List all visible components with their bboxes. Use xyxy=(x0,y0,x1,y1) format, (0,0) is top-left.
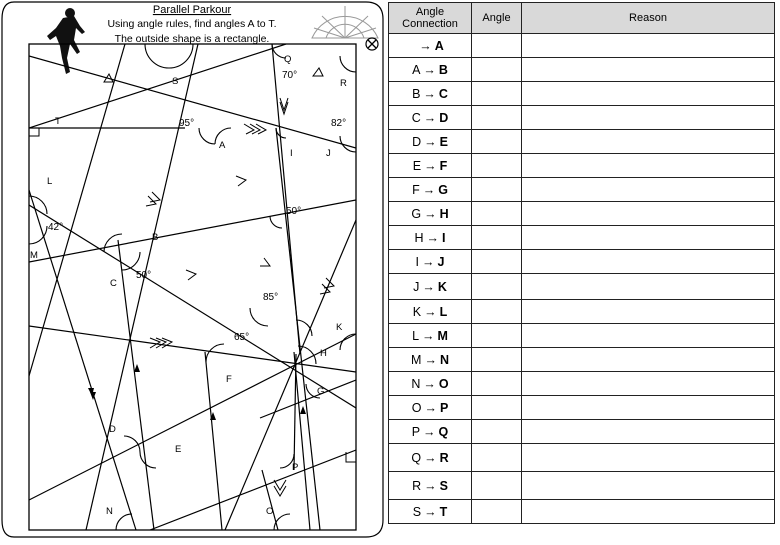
connection-from: G xyxy=(411,206,422,221)
puzzle-area xyxy=(0,0,386,540)
arrow-right-icon: → xyxy=(424,400,437,415)
protractor-icon xyxy=(312,6,378,38)
connection-from: L xyxy=(412,328,420,343)
given-angle-k: 85° xyxy=(263,292,279,303)
connection-to: L xyxy=(439,304,448,319)
reason-answer-cell[interactable] xyxy=(522,82,775,106)
connection-to: J xyxy=(437,254,445,269)
table-row xyxy=(389,324,775,348)
point-label-p: P xyxy=(292,462,299,473)
table-row xyxy=(389,348,775,372)
angle-arcs xyxy=(29,44,356,530)
connection-from: M xyxy=(411,352,422,367)
reason-answer-cell[interactable] xyxy=(522,202,775,226)
point-label-c: C xyxy=(110,278,117,289)
table-row xyxy=(389,420,775,444)
connection-to: M xyxy=(437,328,448,343)
angle-answer-cell[interactable] xyxy=(472,324,522,348)
point-label-m: M xyxy=(30,250,38,261)
point-label-o: O xyxy=(266,506,274,517)
answer-rows xyxy=(389,34,775,524)
connection-to: G xyxy=(438,182,448,197)
angle-answer-cell[interactable] xyxy=(472,34,522,58)
reason-answer-cell[interactable] xyxy=(522,500,775,524)
angle-answer-cell[interactable] xyxy=(472,202,522,226)
angle-connection-cell xyxy=(389,274,472,300)
arrow-right-icon: → xyxy=(422,328,435,343)
table-row xyxy=(389,202,775,226)
connection-from: C xyxy=(411,110,421,125)
table-row xyxy=(389,34,775,58)
point-label-f: F xyxy=(226,374,232,385)
arrow-right-icon: → xyxy=(419,38,432,53)
arrow-right-icon: → xyxy=(423,86,436,101)
reason-answer-cell[interactable] xyxy=(522,226,775,250)
connection-to: T xyxy=(439,504,448,519)
angle-answer-cell[interactable] xyxy=(472,250,522,274)
connection-to: F xyxy=(439,158,448,173)
angle-connection-cell xyxy=(389,420,472,444)
close-circle-icon[interactable] xyxy=(366,38,378,50)
angle-connection-cell xyxy=(389,300,472,324)
arrow-right-icon: → xyxy=(423,110,437,125)
connection-from: E xyxy=(412,158,422,173)
line-network xyxy=(29,44,356,530)
given-angle-q: 70° xyxy=(282,70,298,81)
angle-answer-cell[interactable] xyxy=(472,130,522,154)
table-row xyxy=(389,500,775,524)
point-label-e: E xyxy=(175,444,182,455)
connection-to: E xyxy=(439,134,448,149)
angle-answer-cell[interactable] xyxy=(472,58,522,82)
connection-from: P xyxy=(411,424,421,439)
connection-to: H xyxy=(439,206,449,221)
connection-to: I xyxy=(442,230,446,245)
reason-answer-cell[interactable] xyxy=(522,300,775,324)
reason-answer-cell[interactable] xyxy=(522,324,775,348)
connection-from: H xyxy=(414,230,424,245)
reason-answer-cell[interactable] xyxy=(522,420,775,444)
filled-direction-arrows xyxy=(88,364,306,420)
angle-connection-cell xyxy=(389,58,472,82)
arrow-right-icon: → xyxy=(424,352,437,367)
arrow-right-icon: → xyxy=(423,62,436,77)
connection-from: R xyxy=(412,478,422,493)
table-row xyxy=(389,106,775,130)
arrow-right-icon: → xyxy=(422,254,435,269)
connection-to: Q xyxy=(438,424,449,439)
arrow-right-icon: → xyxy=(422,279,435,294)
angle-answer-cell[interactable] xyxy=(472,420,522,444)
arrow-right-icon: → xyxy=(424,134,437,149)
reason-answer-cell[interactable] xyxy=(522,154,775,178)
arrow-right-icon: → xyxy=(422,182,436,197)
table-row xyxy=(389,300,775,324)
angle-connection-cell xyxy=(389,348,472,372)
instruction-line-1: Using angle rules, find angles A to T. xyxy=(107,18,277,30)
table-row xyxy=(389,58,775,82)
given-angle-labels xyxy=(48,70,346,343)
reason-answer-cell[interactable] xyxy=(522,34,775,58)
connection-to: S xyxy=(439,478,448,493)
angle-answer-cell[interactable] xyxy=(472,226,522,250)
table-row xyxy=(389,274,775,300)
point-label-l: L xyxy=(47,176,53,187)
angle-connection-cell xyxy=(389,178,472,202)
puzzle-diagram xyxy=(0,0,386,540)
connection-to: N xyxy=(439,352,449,367)
angle-answer-cell[interactable] xyxy=(472,396,522,420)
reason-answer-cell[interactable] xyxy=(522,372,775,396)
connection-from: O xyxy=(411,400,422,415)
connection-from: Q xyxy=(411,450,422,465)
point-label-b: B xyxy=(152,232,159,243)
arrow-right-icon: → xyxy=(423,424,436,439)
point-label-h: H xyxy=(320,348,327,359)
angle-answer-cell[interactable] xyxy=(472,274,522,300)
worksheet-title: Parallel Parkour xyxy=(152,4,232,16)
connection-to: O xyxy=(438,376,449,391)
table-row xyxy=(389,396,775,420)
connection-to: R xyxy=(439,450,449,465)
point-label-s: S xyxy=(172,76,179,87)
connection-to: C xyxy=(438,86,448,101)
table-row xyxy=(389,154,775,178)
reason-answer-cell[interactable] xyxy=(522,396,775,420)
reason-answer-cell[interactable] xyxy=(522,178,775,202)
connection-from: N xyxy=(411,376,421,391)
header-angle: Angle xyxy=(472,3,522,34)
angle-connection-cell xyxy=(389,130,472,154)
angle-answer-cell[interactable] xyxy=(472,178,522,202)
table-row xyxy=(389,372,775,396)
card-frame xyxy=(2,2,383,537)
arrow-right-icon: → xyxy=(424,158,437,173)
outer-rectangle xyxy=(29,44,356,530)
answer-table xyxy=(388,2,775,524)
angle-connection-cell xyxy=(389,444,472,472)
given-angle-t: 95° xyxy=(179,118,195,129)
connection-to: D xyxy=(439,110,449,125)
connection-from: B xyxy=(412,86,421,101)
angle-answer-cell[interactable] xyxy=(472,300,522,324)
connection-to: A xyxy=(434,38,444,53)
arrow-right-icon: → xyxy=(424,478,437,493)
reason-answer-cell[interactable] xyxy=(522,274,775,300)
reason-answer-cell[interactable] xyxy=(522,250,775,274)
given-angle-r: 82° xyxy=(331,118,347,129)
angle-connection-cell xyxy=(389,82,472,106)
table-row xyxy=(389,226,775,250)
arrow-right-icon: → xyxy=(423,376,436,391)
table-row xyxy=(389,472,775,500)
given-angle-b: 50° xyxy=(136,270,152,281)
parallel-arrow-markers xyxy=(146,98,334,496)
table-row xyxy=(389,250,775,274)
angle-connection-cell xyxy=(389,500,472,524)
reason-answer-cell[interactable] xyxy=(522,106,775,130)
header-reason: Reason xyxy=(522,3,775,34)
angle-connection-cell xyxy=(389,324,472,348)
angle-answer-cell[interactable] xyxy=(472,372,522,396)
angle-answer-cell[interactable] xyxy=(472,348,522,372)
arrow-right-icon: → xyxy=(424,304,437,319)
angle-connection-cell xyxy=(389,472,472,500)
reason-answer-cell[interactable] xyxy=(522,58,775,82)
point-label-q: Q xyxy=(284,54,292,65)
given-angle-f: 65° xyxy=(234,332,250,343)
angle-connection-cell xyxy=(389,372,472,396)
given-angle-l: 42° xyxy=(48,222,64,233)
connection-to: K xyxy=(437,279,447,294)
point-label-r: R xyxy=(340,78,347,89)
runner-silhouette-icon xyxy=(47,8,85,74)
angle-connection-cell xyxy=(389,396,472,420)
angle-answer-cell[interactable] xyxy=(472,444,522,472)
angle-answer-cell[interactable] xyxy=(472,154,522,178)
reason-answer-cell[interactable] xyxy=(522,130,775,154)
angle-answer-cell[interactable] xyxy=(472,106,522,130)
arrow-right-icon: → xyxy=(424,504,437,519)
point-label-t: T xyxy=(55,116,61,127)
angle-connection-cell xyxy=(389,202,472,226)
connection-from: F xyxy=(412,182,420,197)
connection-from: D xyxy=(412,134,422,149)
instruction-line-2: The outside shape is a rectangle. xyxy=(114,33,270,45)
arrow-right-icon: → xyxy=(424,450,437,465)
connection-from: S xyxy=(412,504,422,519)
given-angle-g: 50° xyxy=(286,206,302,217)
point-label-j: J xyxy=(326,148,331,159)
point-label-g: G xyxy=(317,386,325,397)
reason-answer-cell[interactable] xyxy=(522,472,775,500)
angle-answer-cell[interactable] xyxy=(472,500,522,524)
reason-answer-cell[interactable] xyxy=(522,348,775,372)
point-label-n: N xyxy=(106,506,113,517)
connection-to: P xyxy=(439,400,449,415)
angle-connection-cell xyxy=(389,154,472,178)
connection-from: A xyxy=(412,62,421,77)
connection-from: J xyxy=(413,279,420,294)
angle-connection-cell xyxy=(389,34,472,58)
connection-from: I xyxy=(415,254,420,269)
reason-answer-cell[interactable] xyxy=(522,444,775,472)
angle-answer-cell[interactable] xyxy=(472,472,522,500)
table-row xyxy=(389,130,775,154)
connection-from: K xyxy=(412,304,422,319)
point-label-i: I xyxy=(290,148,293,159)
point-label-a: A xyxy=(219,140,226,151)
angle-connection-cell xyxy=(389,106,472,130)
arrow-right-icon: → xyxy=(426,230,440,245)
connection-to: B xyxy=(438,62,448,77)
arrow-right-icon: → xyxy=(424,206,437,221)
angle-connection-cell xyxy=(389,226,472,250)
point-label-k: K xyxy=(336,322,343,333)
table-row xyxy=(389,82,775,106)
angle-answer-cell[interactable] xyxy=(472,82,522,106)
angle-connection-cell xyxy=(389,250,472,274)
table-row xyxy=(389,178,775,202)
header-angle-connection: Angle Connection xyxy=(389,3,472,34)
point-label-d: D xyxy=(109,424,116,435)
table-row xyxy=(389,444,775,472)
answer-table-panel xyxy=(388,2,776,524)
